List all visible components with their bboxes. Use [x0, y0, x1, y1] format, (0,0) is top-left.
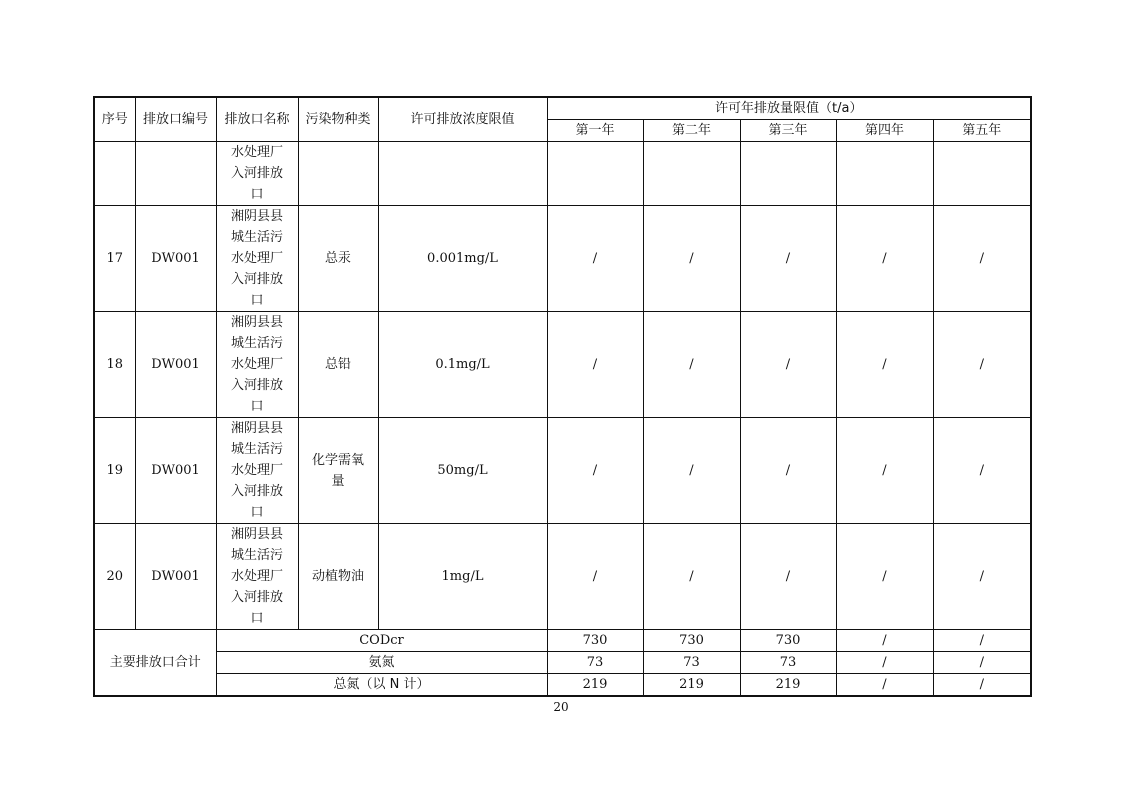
summary-row [94, 630, 1031, 652]
cell-year-5: / [933, 524, 1031, 630]
pollutant-text: 总铅 [324, 357, 351, 372]
pollutant-text: 动植物油 [311, 569, 364, 584]
header-year-2: 第二年 [643, 120, 740, 142]
pollutant-text: 总汞 [324, 251, 351, 266]
cell-seq: 17 [94, 206, 135, 312]
cell-code: DW001 [135, 206, 216, 312]
permit-emission-table [93, 96, 1032, 697]
header-annual-limit: 许可年排放量限值（t/a） [547, 97, 1031, 120]
cell-conc [378, 142, 547, 206]
cell-year-3: / [740, 524, 836, 630]
cell-pollutant [298, 142, 378, 206]
summary-year-5: / [933, 674, 1031, 697]
summary-year-4: / [836, 630, 933, 652]
table-row [94, 206, 1031, 312]
cell-year-4 [836, 142, 933, 206]
cell-year-3 [740, 142, 836, 206]
cell-seq: 20 [94, 524, 135, 630]
cell-outlet-name [216, 418, 298, 524]
cell-outlet-name [216, 206, 298, 312]
summary-year-1: 73 [547, 652, 643, 674]
cell-code: DW001 [135, 524, 216, 630]
cell-year-2 [643, 142, 740, 206]
outlet-name-text: 水处理厂入河排放口 [230, 145, 283, 202]
summary-row [94, 674, 1031, 697]
cell-year-1: / [547, 418, 643, 524]
header-year-3: 第三年 [740, 120, 836, 142]
summary-year-1: 730 [547, 630, 643, 652]
cell-outlet-name [216, 142, 298, 206]
table-row [94, 312, 1031, 418]
cell-pollutant [298, 312, 378, 418]
cell-year-4: / [836, 524, 933, 630]
cell-outlet-name [216, 524, 298, 630]
header-outlet-name: 排放口名称 [216, 97, 298, 142]
page-number: 20 [553, 700, 569, 714]
summary-year-2: 219 [643, 674, 740, 697]
cell-year-1: / [547, 524, 643, 630]
outlet-name-text: 湘阴县县城生活污水处理厂入河排放口 [230, 209, 283, 308]
cell-code: DW001 [135, 312, 216, 418]
outlet-name-text: 湘阴县县城生活污水处理厂入河排放口 [230, 527, 283, 626]
cell-year-4: / [836, 206, 933, 312]
cell-year-4: / [836, 418, 933, 524]
header-year-4: 第四年 [836, 120, 933, 142]
header-seq: 序号 [94, 97, 135, 142]
cell-pollutant [298, 206, 378, 312]
summary-year-5: / [933, 652, 1031, 674]
cell-year-2: / [643, 524, 740, 630]
summary-year-3: 73 [740, 652, 836, 674]
summary-year-4: / [836, 652, 933, 674]
header-pollutant: 污染物种类 [298, 97, 378, 142]
pollutant-text: 化学需氧量 [311, 452, 364, 489]
cell-year-3: / [740, 418, 836, 524]
cell-year-2: / [643, 206, 740, 312]
summary-year-3: 730 [740, 630, 836, 652]
summary-item: 总氮（以 N 计） [216, 674, 547, 697]
outlet-name-text: 湘阴县县城生活污水处理厂入河排放口 [230, 421, 283, 520]
cell-pollutant [298, 524, 378, 630]
header-outlet-code: 排放口编号 [135, 97, 216, 142]
cell-year-5: / [933, 312, 1031, 418]
cell-year-2: / [643, 418, 740, 524]
outlet-name-text: 湘阴县县城生活污水处理厂入河排放口 [230, 315, 283, 414]
cell-year-5 [933, 142, 1031, 206]
cell-pollutant [298, 418, 378, 524]
cell-seq [94, 142, 135, 206]
cell-year-3: / [740, 312, 836, 418]
summary-year-2: 730 [643, 630, 740, 652]
summary-label: 主要排放口合计 [94, 630, 216, 697]
cell-year-5: / [933, 418, 1031, 524]
cell-year-4: / [836, 312, 933, 418]
summary-row [94, 652, 1031, 674]
cell-outlet-name [216, 312, 298, 418]
cell-conc: 1mg/L [378, 524, 547, 630]
cell-year-2: / [643, 312, 740, 418]
cell-code: DW001 [135, 418, 216, 524]
cell-year-3: / [740, 206, 836, 312]
cell-year-1: / [547, 206, 643, 312]
header-year-5: 第五年 [933, 120, 1031, 142]
cell-year-5: / [933, 206, 1031, 312]
summary-item: 氨氮 [216, 652, 547, 674]
cell-seq: 19 [94, 418, 135, 524]
cell-seq: 18 [94, 312, 135, 418]
table-row-continued [94, 142, 1031, 206]
header-year-1: 第一年 [547, 120, 643, 142]
summary-year-4: / [836, 674, 933, 697]
summary-year-2: 73 [643, 652, 740, 674]
cell-conc: 0.1mg/L [378, 312, 547, 418]
cell-year-1: / [547, 312, 643, 418]
header-conc-limit: 许可排放浓度限值 [378, 97, 547, 142]
cell-year-1 [547, 142, 643, 206]
table-row [94, 524, 1031, 630]
cell-conc: 0.001mg/L [378, 206, 547, 312]
summary-item: CODcr [216, 630, 547, 652]
summary-year-3: 219 [740, 674, 836, 697]
cell-code [135, 142, 216, 206]
table-row [94, 418, 1031, 524]
summary-year-5: / [933, 630, 1031, 652]
cell-conc: 50mg/L [378, 418, 547, 524]
summary-year-1: 219 [547, 674, 643, 697]
